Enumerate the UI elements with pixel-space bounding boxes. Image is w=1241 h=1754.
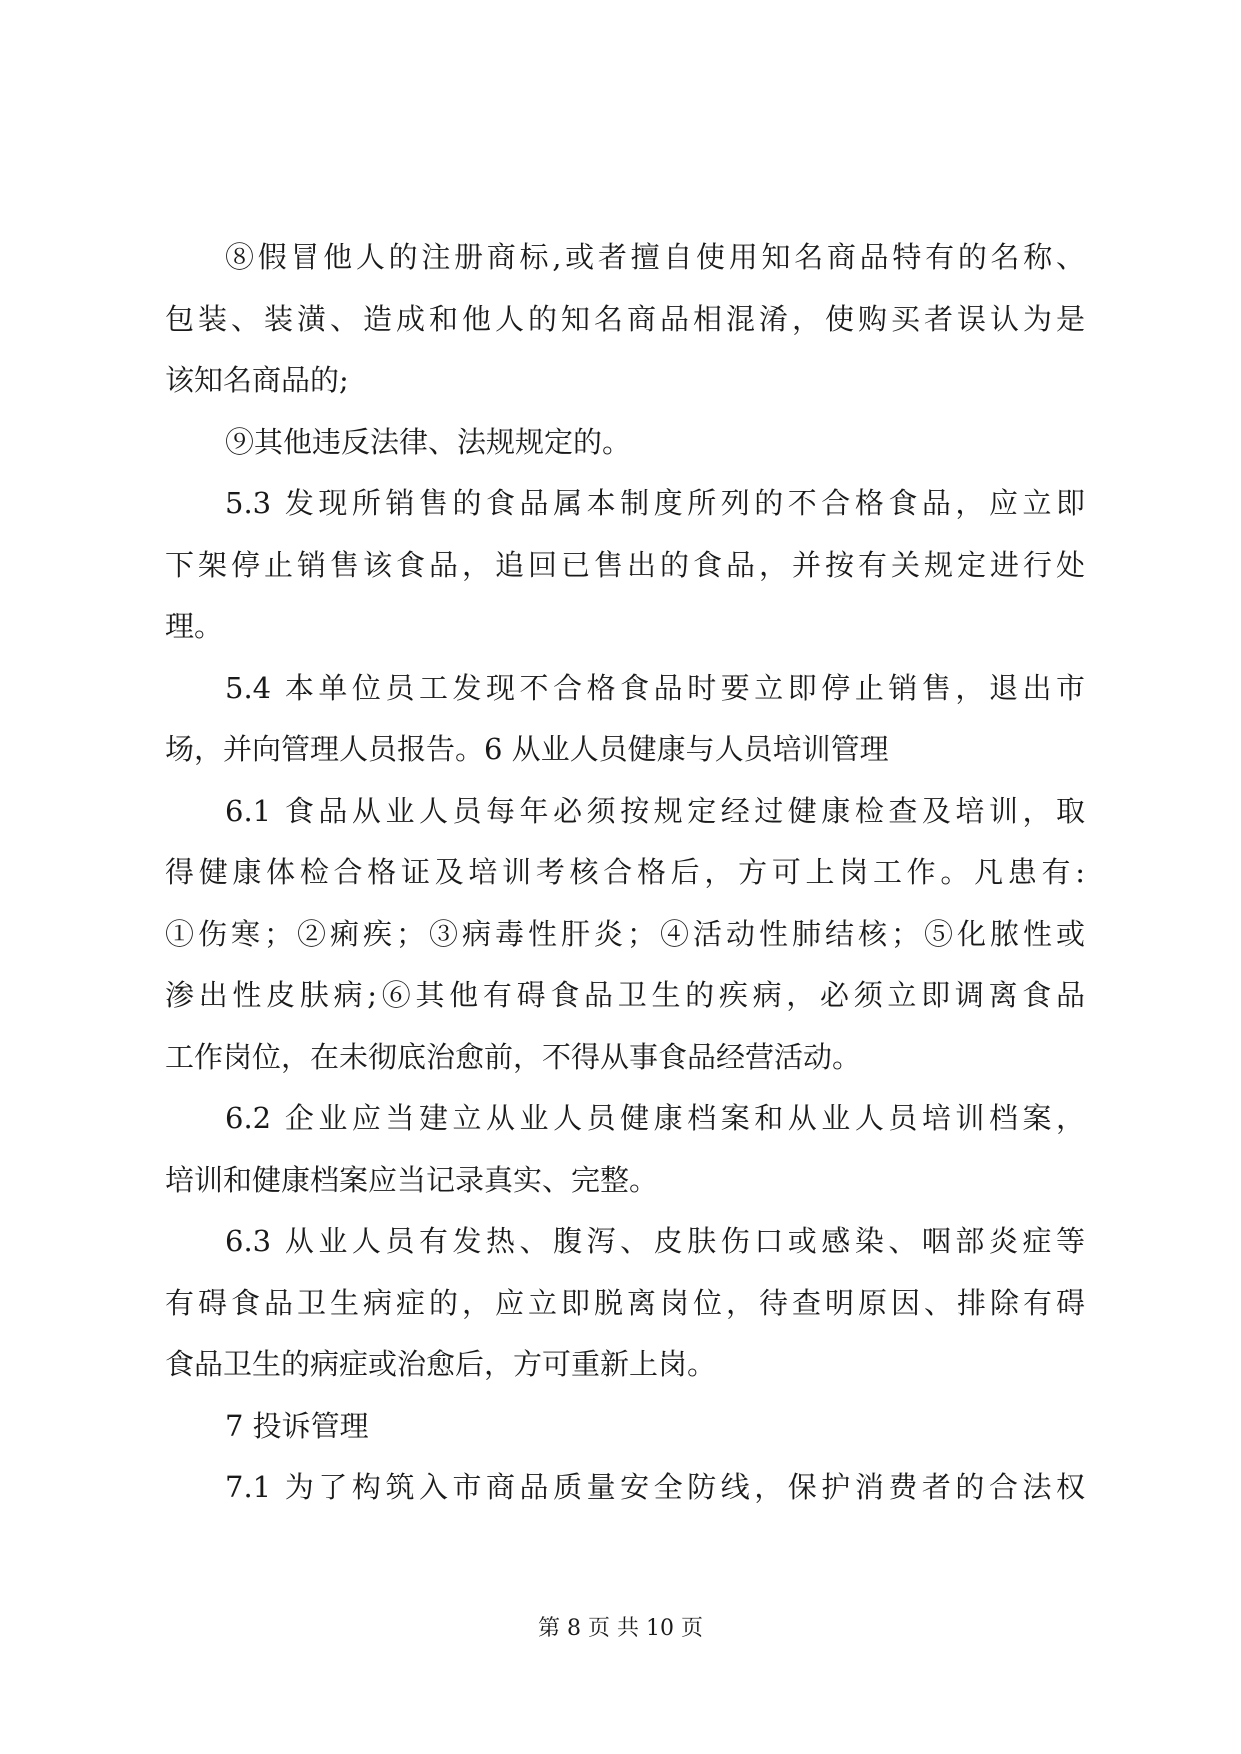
text-line: 食品卫生的病症或治愈后，方可重新上岗。 (165, 1347, 717, 1381)
text-line: 6.3 从业人员有发热、腹泻、皮肤伤口或感染、咽部炎症等 (225, 1224, 1085, 1258)
text-line: 包装、装潢、造成和他人的知名商品相混淆，使购买者误认为是 (165, 301, 1085, 336)
text-line: 6.1 食品从业人员每年必须按规定经过健康检查及培训，取 (225, 793, 1085, 828)
text-line: 下架停止销售该食品，追回已售出的食品，并按有关规定进行处 (165, 547, 1085, 582)
text-line: ⑧假冒他人的注册商标,或者擅自使用知名商品特有的名称、 (225, 240, 1085, 274)
text-line: 7.1 为了构筑入市商品质量安全防线，保护消费者的合法权 (225, 1470, 1085, 1504)
page-footer: 第 8 页 共 10 页 (538, 1616, 703, 1641)
text-line: 6.2 企业应当建立从业人员健康档案和从业人员培训档案， (225, 1101, 1085, 1135)
text-line: 得健康体检合格证及培训考核合格后，方可上岗工作。凡患有: (165, 855, 1085, 889)
document-body (165, 227, 1085, 1519)
text-line: 5.4 本单位员工发现不合格食品时要立即停止销售，退出市 (225, 670, 1085, 705)
text-line: 培训和健康档案应当记录真实、完整。 (165, 1162, 659, 1197)
text-line: 该知名商品的; (165, 363, 349, 397)
text-line: 5.3 发现所销售的食品属本制度所列的不合格食品，应立即 (225, 486, 1085, 520)
text-line: 有碍食品卫生病症的，应立即脱离岗位，待查明原因、排除有碍 (165, 1285, 1085, 1320)
text-line: 理。 (165, 609, 224, 643)
text-line: 渗出性皮肤病;⑥其他有碍食品卫生的疾病，必须立即调离食品 (165, 978, 1085, 1012)
text-line: 场，并向管理人员报告。6 从业人员健康与人员培训管理 (165, 732, 889, 766)
text-line: ①伤寒；②痢疾；③病毒性肝炎；④活动性肺结核；⑤化脓性或 (165, 916, 1085, 951)
text-line: 工作岗位，在未彻底治愈前，不得从事食品经营活动。 (165, 1039, 862, 1074)
text-line: 7 投诉管理 (225, 1408, 369, 1443)
text-line: ⑨其他违反法律、法规规定的。 (225, 424, 632, 459)
